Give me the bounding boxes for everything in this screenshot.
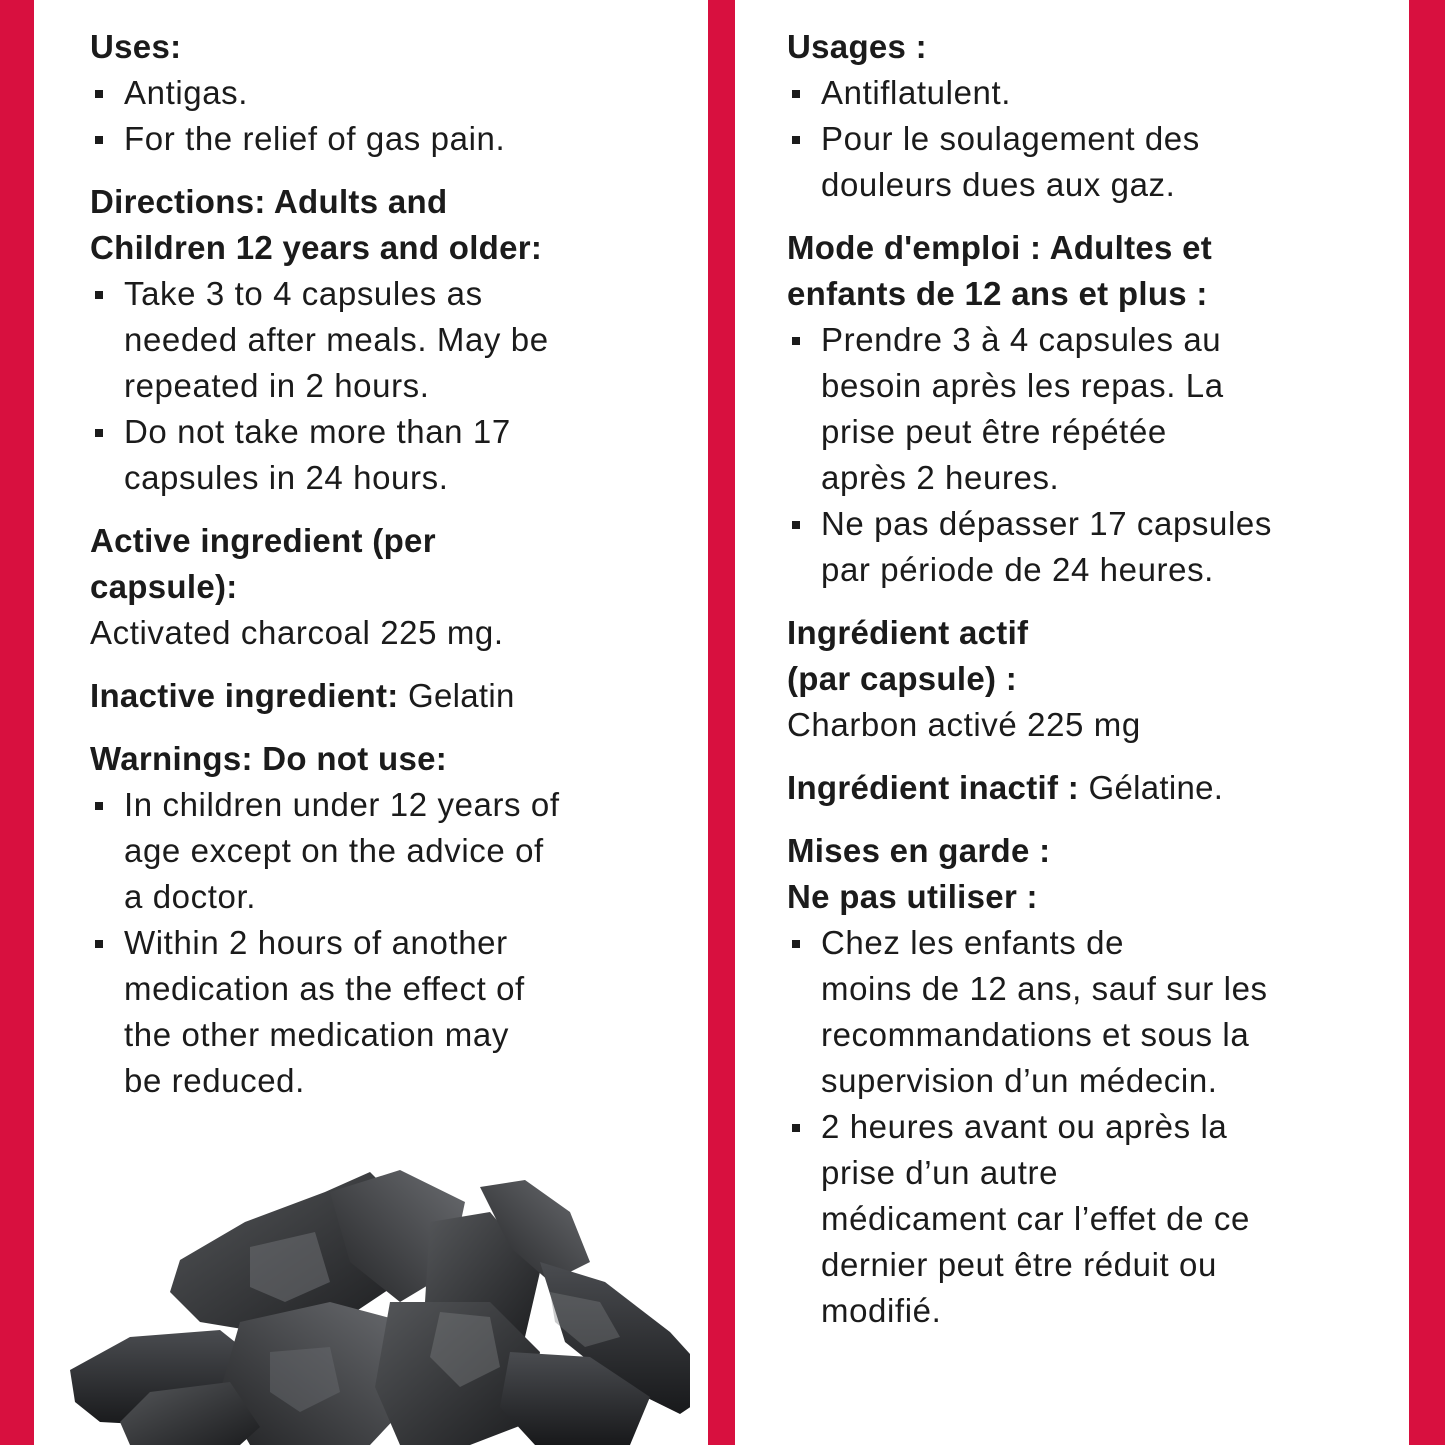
list-item-line: supervision d’un médecin. [821, 1062, 1218, 1099]
list-item-line: Within 2 hours of another [124, 924, 508, 961]
active-ingredient-heading-line: Active ingredient (per [90, 522, 436, 559]
warnings-heading: Warnings: Do not use: [90, 740, 448, 777]
usages-list [787, 70, 1389, 208]
list-item-line: après 2 heures. [821, 459, 1060, 496]
list-item [787, 116, 1389, 208]
mises-en-garde-heading-line: Ne pas utiliser : [787, 878, 1038, 915]
list-item-line: Prendre 3 à 4 capsules au [821, 321, 1222, 358]
list-item-line: douleurs dues aux gaz. [821, 166, 1176, 203]
uses-list [90, 70, 688, 162]
ingredient-actif-heading [787, 610, 1389, 702]
warnings-section [90, 736, 688, 1104]
list-item-line: modifié. [821, 1292, 942, 1329]
list-item-line: a doctor. [124, 878, 256, 915]
active-ingredient-section [90, 518, 688, 656]
uses-section [90, 24, 688, 162]
list-item-line: Pour le soulagement des [821, 120, 1200, 157]
active-ingredient-heading [90, 518, 688, 610]
warnings-list [90, 782, 688, 1104]
ingredient-actif-value: Charbon activé 225 mg [787, 706, 1141, 743]
directions-list [90, 271, 688, 501]
list-item-line: prise d’un autre [821, 1154, 1059, 1191]
charcoal-pile-image [70, 1152, 690, 1445]
uses-heading: Uses: [90, 28, 182, 65]
ingredient-inactif-line [787, 765, 1389, 811]
list-item-line: prise peut être répétée [821, 413, 1167, 450]
french-label-panel [735, 0, 1409, 1445]
list-item [90, 782, 688, 920]
list-item-line: 2 heures avant ou après la [821, 1108, 1228, 1145]
list-item [787, 317, 1389, 501]
list-item-line: Take 3 to 4 capsules as [124, 275, 483, 312]
list-item [90, 271, 688, 409]
list-item [787, 70, 1389, 116]
list-item-line: age except on the advice of [124, 832, 544, 869]
directions-section [90, 179, 688, 501]
list-item [787, 501, 1389, 593]
list-item [90, 920, 688, 1104]
ingredient-inactif-heading: Ingrédient inactif : [787, 769, 1080, 806]
inactive-ingredient-section [90, 673, 688, 719]
mises-en-garde-list [787, 920, 1389, 1334]
mises-en-garde-section [787, 828, 1389, 1334]
ingredient-actif-section [787, 610, 1389, 748]
list-item-line: dernier peut être réduit ou [821, 1246, 1217, 1283]
list-item-line: the other medication may [124, 1016, 509, 1053]
mode-emploi-heading-line: enfants de 12 ans et plus : [787, 275, 1208, 312]
mode-emploi-section [787, 225, 1389, 593]
usages-heading: Usages : [787, 28, 927, 65]
list-item-line: needed after meals. May be [124, 321, 549, 358]
list-item: For the relief of gas pain. [90, 116, 688, 162]
directions-heading-line: Directions: Adults and [90, 183, 448, 220]
mises-en-garde-heading-line: Mises en garde : [787, 832, 1051, 869]
list-item-line: par période de 24 heures. [821, 551, 1214, 588]
list-item-line: Antiflatulent. [821, 74, 1012, 111]
inactive-ingredient-line [90, 673, 688, 719]
directions-heading-line: Children 12 years and older: [90, 229, 543, 266]
directions-heading [90, 179, 688, 271]
ingredient-actif-heading-line: (par capsule) : [787, 660, 1018, 697]
active-ingredient-value: Activated charcoal 225 mg. [90, 614, 504, 651]
active-ingredient-heading-line: capsule): [90, 568, 238, 605]
list-item-line: moins de 12 ans, sauf sur les [821, 970, 1268, 1007]
inactive-ingredient-value: Gelatin [398, 677, 515, 714]
list-item-line: médicament car l’effet de ce [821, 1200, 1250, 1237]
list-item-line: Do not take more than 17 [124, 413, 511, 450]
list-item-line: Ne pas dépasser 17 capsules [821, 505, 1272, 542]
list-item-line: recommandations et sous la [821, 1016, 1250, 1053]
english-label-panel [34, 0, 708, 1445]
list-item-line: In children under 12 years of [124, 786, 560, 823]
ingredient-actif-heading-line: Ingrédient actif [787, 614, 1029, 651]
list-item-line: be reduced. [124, 1062, 305, 1099]
list-item-line: repeated in 2 hours. [124, 367, 430, 404]
mode-emploi-heading [787, 225, 1389, 317]
list-item [787, 1104, 1389, 1334]
inactive-ingredient-heading: Inactive ingredient: [90, 677, 399, 714]
usages-section [787, 24, 1389, 208]
list-item: Antigas. [90, 70, 688, 116]
mises-en-garde-heading [787, 828, 1389, 920]
ingredient-inactif-section [787, 765, 1389, 811]
ingredient-inactif-value: Gélatine. [1079, 769, 1224, 806]
list-item-line: medication as the effect of [124, 970, 525, 1007]
list-item-line: besoin après les repas. La [821, 367, 1224, 404]
list-item [90, 409, 688, 501]
list-item-line: capsules in 24 hours. [124, 459, 449, 496]
mode-emploi-heading-line: Mode d'emploi : Adultes et [787, 229, 1213, 266]
list-item [787, 920, 1389, 1104]
mode-emploi-list [787, 317, 1389, 593]
list-item-line: Chez les enfants de [821, 924, 1125, 961]
